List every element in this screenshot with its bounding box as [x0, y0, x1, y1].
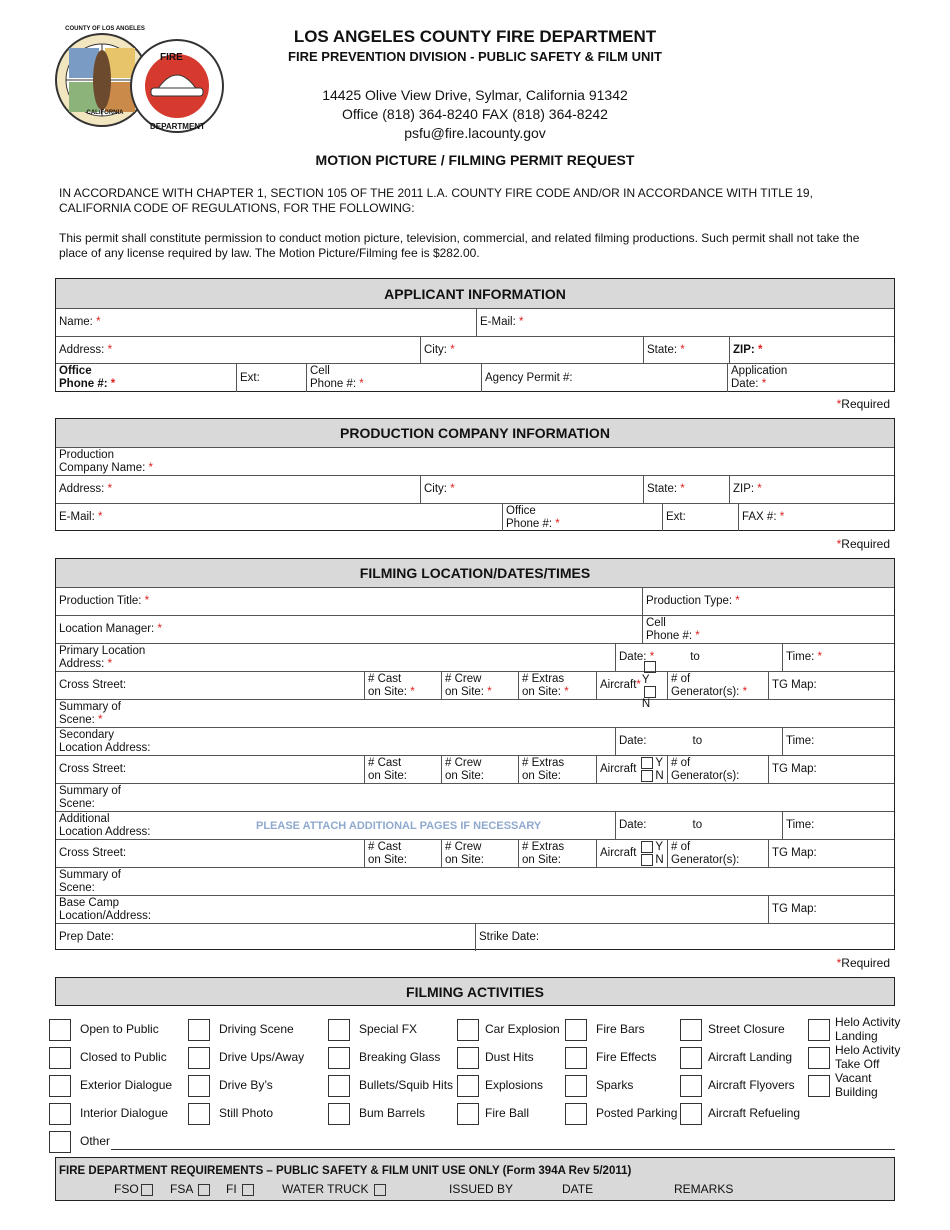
activity-label: Closed to Public [80, 1050, 167, 1064]
activity-label-line: Landing [835, 1029, 878, 1043]
label: Y [641, 673, 650, 686]
additional-summary-row [56, 868, 894, 896]
activity-label: Fire Ball [485, 1106, 530, 1120]
activity-checkbox[interactable] [188, 1103, 210, 1125]
label: # of [671, 756, 691, 769]
activity-checkbox[interactable] [565, 1019, 587, 1041]
manager-cell-phone-field[interactable]: Cell Phone #: * [642, 616, 894, 643]
label: Aircraft [600, 679, 637, 691]
label: FSA [170, 1182, 193, 1196]
activity-checkbox[interactable] [565, 1075, 587, 1097]
agency-permit-field[interactable] [481, 364, 727, 392]
label: Agency Permit #: [485, 371, 573, 384]
label: on Site: [368, 685, 407, 698]
secondary-summary-row [56, 784, 894, 812]
label: Additional [59, 812, 110, 825]
label: State: [647, 483, 678, 495]
other-checkbox[interactable] [49, 1131, 71, 1153]
production-city-field[interactable]: City: * [420, 476, 643, 503]
filming-activities-header [55, 977, 895, 1006]
activity-label-line: Helo Activity [835, 1015, 901, 1029]
label: Phone #: [506, 517, 553, 530]
label: Office [506, 504, 536, 517]
label: Time: [786, 735, 815, 747]
email-line: psfu@fire.lacounty.gov [404, 125, 546, 141]
required-note: *Required [836, 956, 890, 970]
primary-generators-field[interactable]: # of Generator(s): * [667, 672, 768, 699]
applicant-row-3 [56, 364, 894, 392]
activity-checkbox[interactable] [680, 1103, 702, 1125]
secondary-cross-row [56, 756, 894, 784]
secondary-tg-map-field[interactable] [768, 756, 894, 783]
activity-label-line: Vacant [835, 1071, 872, 1085]
location-row-title [56, 588, 894, 616]
activity-label: Fire Effects [596, 1050, 657, 1064]
additional-cross-street-field[interactable] [56, 840, 364, 867]
label: Date: [619, 735, 647, 747]
production-company-section [55, 418, 895, 531]
activity-checkbox[interactable] [680, 1047, 702, 1069]
label: Y [655, 757, 664, 770]
label: Cross Street: [59, 763, 127, 775]
activity-label: Sparks [596, 1078, 634, 1092]
aircraft-yes-checkbox[interactable] [644, 661, 656, 673]
aircraft-no-checkbox[interactable] [644, 686, 656, 698]
additional-tg-map-field[interactable] [768, 840, 894, 867]
activity-checkbox[interactable] [328, 1047, 350, 1069]
fso-option[interactable] [114, 1182, 155, 1196]
production-zip-field[interactable]: ZIP: * [729, 476, 894, 503]
activity-checkbox[interactable] [457, 1075, 479, 1097]
additional-date-field[interactable] [615, 812, 782, 839]
label: E-Mail: [480, 316, 516, 328]
application-date-field[interactable]: Application Date: * [727, 364, 894, 392]
label: TG Map: [772, 679, 817, 691]
label: Generator(s): [671, 853, 740, 866]
label: N [655, 769, 664, 782]
production-address-field[interactable]: Address: * [59, 483, 113, 495]
label: Address: [59, 657, 105, 670]
production-title-field[interactable]: Production Title: * [59, 595, 150, 607]
fi-checkbox[interactable] [242, 1184, 254, 1196]
label: FAX #: [742, 511, 777, 523]
label: State: [647, 343, 678, 356]
fsa-option[interactable] [170, 1182, 212, 1196]
activity-checkbox[interactable] [328, 1075, 350, 1097]
department-title: LOS ANGELES COUNTY FIRE DEPARTMENT [293, 27, 657, 46]
activity-checkbox[interactable] [457, 1019, 479, 1041]
location-row-manager [56, 616, 894, 644]
label: # Cast [368, 840, 402, 853]
label: Cross Street: [59, 847, 127, 859]
additional-summary-field[interactable] [56, 868, 894, 895]
base-camp-address-field[interactable] [56, 896, 768, 923]
production-email-field[interactable]: E-Mail: * [59, 511, 103, 523]
additional-crew-field[interactable] [441, 840, 518, 867]
activity-label: Aircraft Refueling [708, 1106, 801, 1120]
to-label: to [690, 651, 700, 663]
production-company-header: PRODUCTION COMPANY INFORMATION [56, 419, 894, 448]
aircraft-no-checkbox[interactable] [641, 854, 653, 866]
label: TG Map: [772, 903, 817, 915]
label: Time: [786, 819, 815, 831]
label: Ext: [240, 371, 260, 384]
activity-label-line: Building [835, 1085, 878, 1099]
label: Location Manager: [59, 623, 155, 635]
secondary-cross-street-field[interactable] [56, 756, 364, 783]
fsa-checkbox[interactable] [198, 1184, 210, 1196]
label: ZIP: [733, 483, 755, 495]
water-truck-checkbox[interactable] [374, 1184, 386, 1196]
applicant-row-1 [56, 309, 894, 337]
label: Scene: [59, 713, 95, 726]
aircraft-no-checkbox[interactable] [641, 770, 653, 782]
label: Primary Location [59, 644, 146, 657]
badge-text-top: FIRE [160, 52, 183, 63]
label: Location/Address: [59, 909, 152, 922]
address-line: 14425 Olive View Drive, Sylmar, California 91342 [322, 87, 628, 103]
activity-label: Aircraft Flyovers [708, 1078, 795, 1092]
applicant-ext-field[interactable] [236, 364, 306, 392]
label: Summary of [59, 784, 121, 797]
label: Date: [731, 378, 759, 390]
label: Office [59, 365, 92, 377]
additional-location-address-field[interactable] [56, 812, 615, 839]
additional-cast-field[interactable] [364, 840, 441, 867]
production-row-2 [56, 476, 894, 504]
applicant-office-phone-field[interactable]: Office Phone #: * [59, 365, 116, 390]
label: Date: [619, 651, 647, 663]
label: ZIP: [733, 343, 755, 356]
activity-checkbox[interactable] [457, 1047, 479, 1069]
label: Y [655, 841, 664, 854]
filming-location-header: FILMING LOCATION/DATES/TIMES [56, 559, 894, 588]
label: Phone #: [310, 378, 357, 390]
label: Time: [786, 651, 815, 663]
label: Aircraft [600, 763, 637, 775]
activity-checkbox[interactable] [49, 1103, 71, 1125]
label: on Site: [445, 769, 484, 782]
remarks-label: REMARKS [674, 1182, 734, 1196]
activity-label: Drive Ups/Away [219, 1050, 305, 1064]
label: Scene: [59, 797, 95, 810]
label: Required [841, 397, 890, 411]
activity-checkbox[interactable] [680, 1075, 702, 1097]
label: TG Map: [772, 847, 817, 859]
additional-aircraft-field[interactable] [596, 840, 667, 867]
activity-label: Still Photo [219, 1106, 274, 1120]
label: Cell [310, 365, 330, 377]
label: WATER TRUCK [282, 1182, 369, 1196]
to-label: to [692, 819, 703, 831]
production-type-field[interactable]: Production Type: * [642, 588, 894, 615]
label: FILMING ACTIVITIES [406, 983, 544, 1000]
label: # Cast [368, 756, 402, 769]
label: City: [424, 483, 447, 495]
label: City: [424, 343, 447, 356]
label: on Site: [368, 769, 407, 782]
additional-extras-field[interactable] [518, 840, 596, 867]
date-label: DATE [562, 1182, 594, 1196]
intro-paragraph-1: IN ACCORDANCE WITH CHAPTER 1, SECTION 105 OF THE 2011 L.A. COUNTY FIRE CODE AND/OR IN ACCORDANCE WITH TITLE 19, CALIFORNIA CODE OF REGULATIONS, FOR THE FOLLOWING: [59, 186, 813, 215]
label: # Cast [368, 672, 402, 685]
filming-location-section [55, 558, 895, 950]
activity-checkbox[interactable] [49, 1047, 71, 1069]
label: Location Address: [59, 825, 151, 838]
production-office-phone-field[interactable]: Office Phone #: * [502, 504, 662, 531]
production-row-1 [56, 448, 894, 476]
primary-cast-field[interactable]: # Cast on Site: * [364, 672, 441, 699]
label: Phone #: [646, 629, 693, 642]
label: on Site: [445, 685, 484, 698]
activity-checkbox[interactable] [680, 1019, 702, 1041]
applicant-city-field[interactable]: City: * [420, 337, 643, 363]
activity-checkbox[interactable] [328, 1019, 350, 1041]
fi-option[interactable] [226, 1182, 256, 1196]
activity-checkbox[interactable] [188, 1047, 210, 1069]
secondary-aircraft-field[interactable] [596, 756, 667, 783]
activity-label: Breaking Glass [359, 1050, 441, 1064]
production-row-3 [56, 504, 894, 531]
activity-label [835, 1043, 900, 1071]
activity-label: Interior Dialogue [80, 1106, 169, 1120]
label: Generator(s): [671, 685, 740, 698]
production-company-name-field[interactable]: Production Company Name: * [59, 448, 153, 474]
applicant-header: APPLICANT INFORMATION [56, 279, 894, 309]
label: Production [59, 448, 114, 461]
applicant-state-field[interactable]: State: * [643, 337, 729, 363]
activity-checkbox[interactable] [49, 1019, 71, 1041]
secondary-location-address-field[interactable] [56, 728, 615, 755]
additional-generators-field[interactable] [667, 840, 768, 867]
label: Phone #: [59, 378, 108, 390]
label: Name: [59, 316, 93, 328]
other-label: Other [80, 1134, 111, 1148]
form-title: MOTION PICTURE / FILMING PERMIT REQUEST [315, 152, 635, 168]
base-camp-tg-map-field[interactable] [768, 896, 894, 923]
activity-label: Exterior Dialogue [80, 1078, 173, 1092]
activity-checkbox[interactable] [808, 1019, 830, 1041]
fire-dept-use-only-box [55, 1157, 895, 1201]
applicant-address-field[interactable]: Address: * [59, 343, 113, 356]
label: Base Camp [59, 896, 120, 909]
label: Generator(s): [671, 769, 740, 782]
secondary-time-field[interactable] [782, 728, 894, 755]
label: Date: [619, 819, 647, 831]
activity-label-line: Helo Activity [835, 1043, 901, 1057]
activity-label [835, 1015, 900, 1043]
label: FSO [114, 1182, 139, 1196]
activity-checkbox[interactable] [188, 1019, 210, 1041]
label: Strike Date: [479, 931, 540, 943]
contact-block [0, 86, 950, 143]
applicant-section [55, 278, 895, 392]
division-title: FIRE PREVENTION DIVISION - PUBLIC SAFETY & FILM UNIT [288, 49, 662, 64]
label: on Site: [522, 853, 561, 866]
activity-label: Street Closure [708, 1022, 785, 1036]
label: Cross Street: [59, 679, 127, 691]
secondary-address-row [56, 728, 894, 756]
seal-text-bottom: CALIFORNIA [86, 110, 124, 116]
label: Address: [59, 343, 105, 356]
location-manager-field[interactable]: Location Manager: * [59, 623, 162, 635]
activity-label: Fire Bars [596, 1022, 645, 1036]
activity-checkbox[interactable] [49, 1075, 71, 1097]
activity-label: Car Explosion [485, 1022, 560, 1036]
water-truck-option[interactable] [282, 1182, 388, 1196]
activity-label: Bum Barrels [359, 1106, 426, 1120]
secondary-summary-field[interactable] [56, 784, 894, 811]
prep-strike-row [56, 924, 894, 951]
label: Company Name: [59, 461, 146, 474]
phone-line: Office (818) 364-8240 FAX (818) 364-8242 [342, 106, 608, 122]
production-state-field[interactable]: State: * [643, 476, 729, 503]
required-note: *Required [836, 397, 890, 411]
label: Summary of [59, 700, 121, 713]
label: FI [226, 1182, 237, 1196]
primary-time-field[interactable]: Time: * [782, 644, 894, 671]
to-label: to [692, 735, 703, 747]
activity-label: Bullets/Squib Hits [359, 1078, 454, 1092]
base-camp-row [56, 896, 894, 924]
activity-checkbox[interactable] [808, 1047, 830, 1069]
activity-label: Open to Public [80, 1022, 159, 1036]
activity-label: Aircraft Landing [708, 1050, 793, 1064]
activity-checkbox[interactable] [565, 1103, 587, 1125]
primary-cross-street-field[interactable] [56, 672, 364, 699]
label: Cell [646, 616, 666, 629]
additional-time-field[interactable] [782, 812, 894, 839]
label: Aircraft [600, 847, 637, 859]
label: Ext: [666, 511, 686, 523]
activity-checkbox[interactable] [328, 1103, 350, 1125]
applicant-row-2 [56, 337, 894, 364]
label: Required [841, 537, 890, 551]
label: Address: [59, 483, 105, 495]
primary-aircraft-field[interactable]: Aircraft * Y N [596, 672, 667, 699]
additional-cross-row [56, 840, 894, 868]
label: E-Mail: [59, 511, 95, 523]
primary-crew-field[interactable]: # Crew on Site: * [441, 672, 518, 699]
label: Required [841, 956, 890, 970]
label: # Crew [445, 756, 482, 769]
activity-checkbox[interactable] [188, 1075, 210, 1097]
fso-checkbox[interactable] [141, 1184, 153, 1196]
additional-address-row [56, 812, 894, 840]
label: Prep Date: [59, 931, 114, 943]
seal-text-top: COUNTY OF LOS ANGELES [65, 26, 145, 32]
activity-label: Explosions [485, 1078, 544, 1092]
secondary-date-field[interactable] [615, 728, 782, 755]
attach-pages-note: PLEASE ATTACH ADDITIONAL PAGES IF NECESSARY [256, 820, 542, 832]
badge-text-bottom: DEPARTMENT [150, 122, 205, 131]
label: # Crew [445, 840, 482, 853]
activity-label: Driving Scene [219, 1022, 294, 1036]
primary-summary-field[interactable]: Summary of Scene: * [59, 700, 121, 726]
label: Secondary [59, 728, 114, 741]
activity-checkbox[interactable] [565, 1047, 587, 1069]
activity-label: Drive By’s [219, 1078, 273, 1092]
activity-checkbox[interactable] [457, 1103, 479, 1125]
label: # Extras [522, 756, 565, 769]
activity-label: Special FX [359, 1022, 418, 1036]
applicant-email-field[interactable]: E-Mail: * [476, 309, 894, 336]
label: N [655, 853, 664, 866]
required-note: *Required [836, 537, 890, 551]
label: Application [731, 365, 788, 377]
secondary-crew-field[interactable] [441, 756, 518, 783]
primary-address-row [56, 644, 894, 672]
production-ext-field[interactable] [662, 504, 738, 531]
label: on Site: [522, 769, 561, 782]
label: # of [671, 672, 691, 685]
activity-label [835, 1071, 878, 1099]
secondary-generators-field[interactable] [667, 756, 768, 783]
label: on Site: [368, 853, 407, 866]
applicant-zip-field[interactable]: ZIP: * [729, 337, 894, 363]
activity-label: Dust Hits [485, 1050, 534, 1064]
activity-label: Posted Parking [596, 1106, 678, 1120]
label: # Crew [445, 672, 482, 685]
secondary-extras-field[interactable] [518, 756, 596, 783]
label: N [641, 697, 651, 710]
label: # Extras [522, 672, 565, 685]
footer-title: FIRE DEPARTMENT REQUIREMENTS – PUBLIC SAFETY & FILM UNIT USE ONLY (Form 394A Rev 5/2011) [59, 1165, 632, 1177]
label: TG Map: [772, 763, 817, 775]
primary-date-field[interactable]: Date: * to [615, 644, 782, 671]
label: Summary of [59, 868, 121, 881]
strike-date-field[interactable] [475, 924, 894, 951]
primary-extras-field[interactable]: # Extras on Site: * [518, 672, 596, 699]
label: # Extras [522, 840, 565, 853]
applicant-name-field[interactable]: Name: * [59, 316, 101, 328]
secondary-cast-field[interactable] [364, 756, 441, 783]
label: on Site: [445, 853, 484, 866]
label: on Site: [522, 685, 561, 698]
activity-checkbox[interactable] [808, 1075, 830, 1097]
label: Scene: [59, 881, 95, 894]
aircraft-yes-checkbox[interactable] [641, 841, 653, 853]
primary-tg-map-field[interactable] [768, 672, 894, 699]
primary-location-address-field[interactable]: Primary Location Address: * [59, 644, 146, 670]
issued-by-label: ISSUED BY [449, 1182, 514, 1196]
prep-date-field[interactable] [56, 924, 475, 951]
activity-label-line: Take Off [835, 1057, 880, 1071]
intro-paragraph-2: This permit shall constitute permission to conduct motion picture, television, commercial, and related filming productions. Such permit shall not take the place of any license required by law. The Motion Picture/Filming fee is $282.00. [59, 231, 860, 260]
other-line[interactable] [111, 1149, 895, 1150]
production-fax-field[interactable]: FAX #: * [738, 504, 894, 531]
label: Production Type: [646, 595, 733, 607]
aircraft-yes-checkbox[interactable] [641, 757, 653, 769]
label: Location Address: [59, 741, 151, 754]
primary-summary-row [56, 697, 894, 728]
label: # of [671, 840, 691, 853]
applicant-cell-phone-field[interactable]: Cell Phone #: * [306, 364, 481, 392]
label: Production Title: [59, 595, 142, 607]
